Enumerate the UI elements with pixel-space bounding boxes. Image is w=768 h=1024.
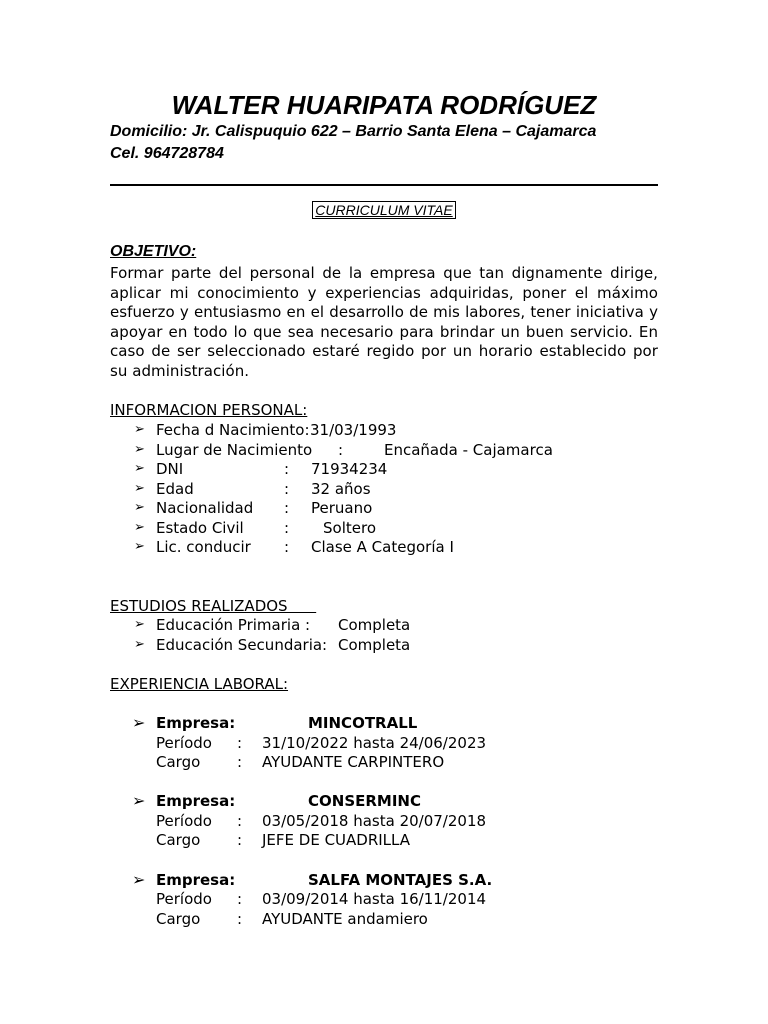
cv-page xyxy=(110,0,658,1024)
arrow-bullet-icon: ➢ xyxy=(134,617,145,632)
personal-info-value: Soltero xyxy=(323,518,376,537)
job-separator: : xyxy=(237,753,243,771)
arrow-bullet-icon: ➢ xyxy=(132,713,146,732)
header-divider xyxy=(110,184,658,186)
personal-info-value: Encañada - Cajamarca xyxy=(384,440,553,459)
personal-info-label: DNI xyxy=(156,460,184,478)
job-role-label: Cargo xyxy=(156,831,201,849)
job-separator: : xyxy=(237,831,243,849)
personal-info-separator: : xyxy=(338,440,344,459)
studies-heading: ESTUDIOS REALIZADOS xyxy=(110,597,317,615)
studies-value: Completa xyxy=(338,635,411,654)
personal-info-separator: : xyxy=(284,460,290,478)
job-role-label: Cargo xyxy=(156,910,201,928)
personal-info-label: Nacionalidad xyxy=(156,499,254,517)
personal-info-separator: : xyxy=(284,518,290,537)
job-period-value: 03/09/2014 hasta 16/11/2014 xyxy=(262,890,487,908)
personal-info-label: Estado Civil xyxy=(156,518,244,537)
document-title: CURRICULUM VITAE xyxy=(312,201,455,219)
arrow-bullet-icon: ➢ xyxy=(134,519,145,535)
job-period-value: 31/10/2022 hasta 24/06/2023 xyxy=(262,734,487,752)
personal-info-label: Edad xyxy=(156,479,194,498)
job-separator: : xyxy=(237,910,243,928)
personal-info-value: Clase A Categoría I xyxy=(311,538,454,556)
arrow-bullet-icon: ➢ xyxy=(134,636,145,652)
job-separator: : xyxy=(237,812,243,830)
personal-info-separator: : xyxy=(284,479,290,498)
job-company-label: Empresa: xyxy=(156,871,236,889)
job-company-name: MINCOTRALL xyxy=(308,714,418,732)
phone: Cel. 964728784 xyxy=(110,145,224,162)
arrow-bullet-icon: ➢ xyxy=(134,500,145,515)
job-separator: : xyxy=(237,734,243,752)
candidate-name: WALTER HUARIPATA RODRÍGUEZ xyxy=(171,90,597,120)
document-title-box xyxy=(110,200,658,219)
arrow-bullet-icon: ➢ xyxy=(134,422,145,437)
arrow-bullet-icon: ➢ xyxy=(134,539,145,554)
studies-label: Educación Primaria : xyxy=(156,616,311,634)
personal-info-label: Fecha d Nacimiento: xyxy=(156,421,310,439)
personal-info-value: 32 años xyxy=(311,479,371,498)
job-role-value: AYUDANTE andamiero xyxy=(262,910,428,928)
arrow-bullet-icon: ➢ xyxy=(134,441,145,457)
job-separator: : xyxy=(237,890,243,908)
experience-heading: EXPERIENCIA LABORAL: xyxy=(110,675,289,693)
personal-info-label: Lic. conducir xyxy=(156,538,251,556)
arrow-bullet-icon: ➢ xyxy=(134,461,145,476)
job-period-label: Período xyxy=(156,734,212,752)
studies-label: Educación Secundaria: xyxy=(156,635,328,654)
personal-info-heading: INFORMACION PERSONAL: xyxy=(110,401,308,419)
objetivo-heading: OBJETIVO: xyxy=(110,243,197,260)
address: Domicilio: Jr. Calispuquio 622 – Barrio Santa Elena – Cajamarca xyxy=(110,123,597,140)
personal-info-separator: : xyxy=(284,538,290,556)
personal-info-value: 71934234 xyxy=(311,460,388,478)
job-company-label: Empresa: xyxy=(156,792,236,810)
job-period-label: Período xyxy=(156,890,212,908)
personal-info-separator: : xyxy=(284,499,290,517)
job-company-label: Empresa: xyxy=(156,714,236,732)
job-period-label: Período xyxy=(156,812,212,830)
job-period-value: 03/05/2018 hasta 20/07/2018 xyxy=(262,812,487,830)
arrow-bullet-icon: ➢ xyxy=(132,870,146,889)
arrow-bullet-icon: ➢ xyxy=(134,480,145,496)
job-role-value: AYUDANTE CARPINTERO xyxy=(262,753,445,771)
personal-info-value: Peruano xyxy=(311,499,373,517)
personal-info-value: 31/03/1993 xyxy=(310,421,397,439)
arrow-bullet-icon: ➢ xyxy=(132,791,146,810)
studies-value: Completa xyxy=(338,616,411,634)
objetivo-text: Formar parte del personal de la empresa que tan dignamente dirige, aplicar mi conocimiento y experiencias adquiridas, poner el máximo esfuerzo y entusiasmo en el desarrollo de mis labores, tener iniciativa y apoyar en todo lo que sea necesario para brindar un buen servicio. En caso de ser seleccionado estaré regido por un horario establecido por su administración. xyxy=(110,264,658,380)
job-company-name: CONSERMINC xyxy=(308,792,421,810)
job-role-label: Cargo xyxy=(156,753,201,771)
job-company-name: SALFA MONTAJES S.A. xyxy=(308,871,493,889)
personal-info-label: Lugar de Nacimiento xyxy=(156,440,313,459)
job-role-value: JEFE DE CUADRILLA xyxy=(262,831,411,849)
